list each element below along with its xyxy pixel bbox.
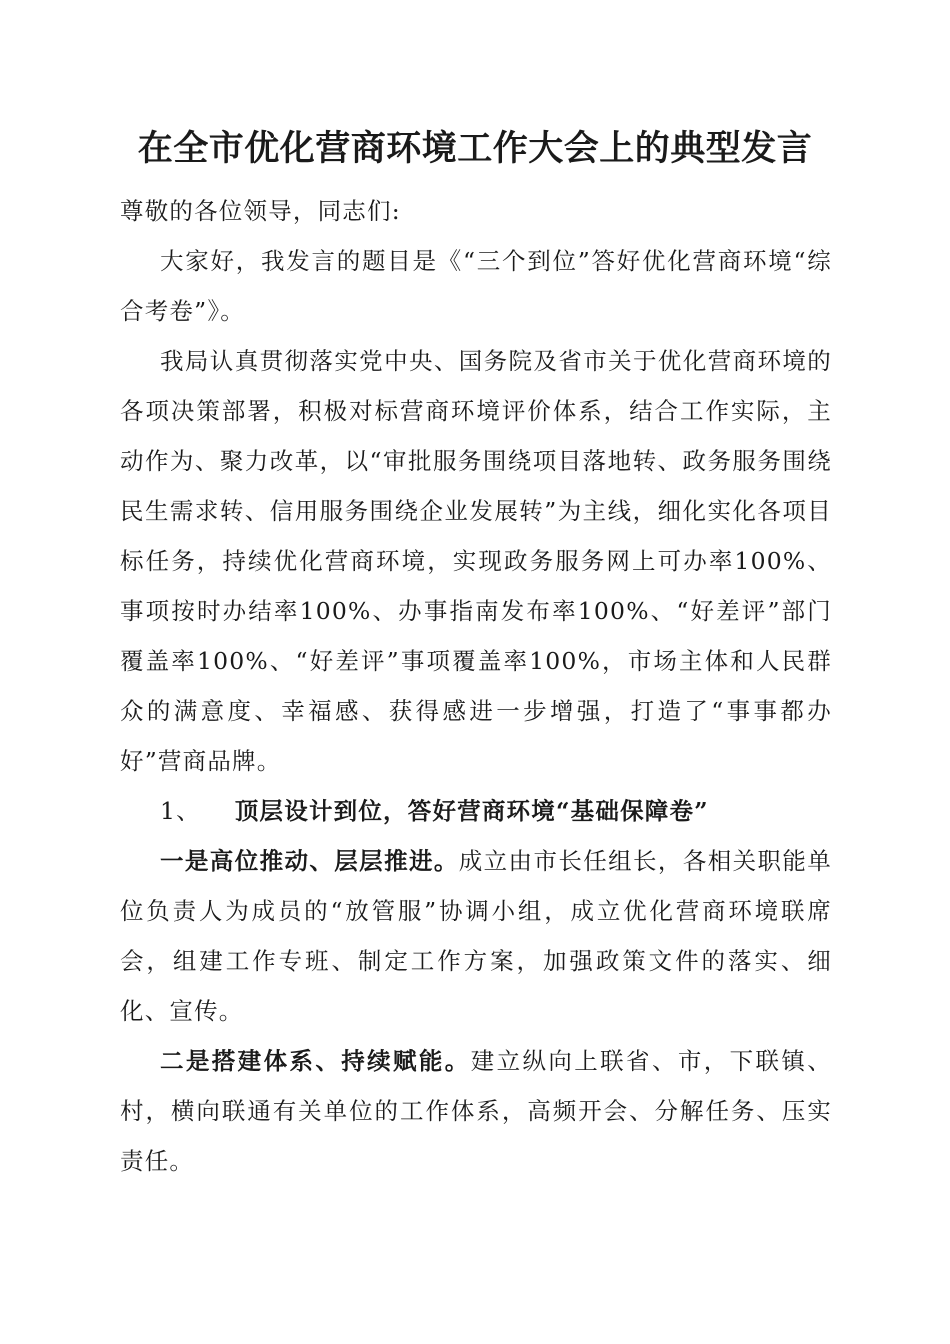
document-body: [120, 186, 832, 1186]
point-paragraph-2: [120, 1036, 832, 1186]
section-heading: [120, 786, 832, 836]
section-heading-text: 顶层设计到位，答好营商环境“基础保障卷”: [234, 797, 709, 825]
point-text-2: 建立纵向上联省、市，下联镇、村，横向联通有关单位的工作体系，高频开会、分解任务、压实责任。: [120, 1047, 832, 1175]
salutation: 尊敬的各位领导，同志们:: [120, 197, 401, 225]
intro-paragraph: 大家好，我发言的题目是《“三个到位”答好优化营商环境“综合考卷”》。: [120, 247, 832, 325]
section-number: 1、: [160, 797, 201, 825]
point-lead-1: 一是高位推动、层层推进。: [160, 847, 459, 875]
point-paragraph-1: [120, 836, 832, 1036]
overview-paragraph: 我局认真贯彻落实党中央、国务院及省市关于优化营商环境的各项决策部署，积极对标营商环境评价体系，结合工作实际，主动作为、聚力改革，以“审批服务围绕项目落地转、政务服务围绕民生需求转、信用服务围绕企业发展转”为主线，细化实化各项目标任务，持续优化营商环境，实现政务服务网上可办率100%、事项按时办结率100%、办事指南发布率100%、“好差评”部门覆盖率100%、“好差评”事项覆盖率100%，市场主体和人民群众的满意度、幸福感、获得感进一步增强，打造了“事事都办好”营商品牌。: [120, 347, 832, 775]
point-text-1: 成立由市长任组长，各相关职能单位负责人为成员的“放管服”协调小组，成立优化营商环境联席会，组建工作专班、制定工作方案，加强政策文件的落实、细化、宣传。: [120, 847, 833, 1025]
document-title: 在全市优化营商环境工作大会上的典型发言: [137, 128, 813, 169]
point-lead-2: 二是搭建体系、持续赋能。: [160, 1047, 471, 1075]
